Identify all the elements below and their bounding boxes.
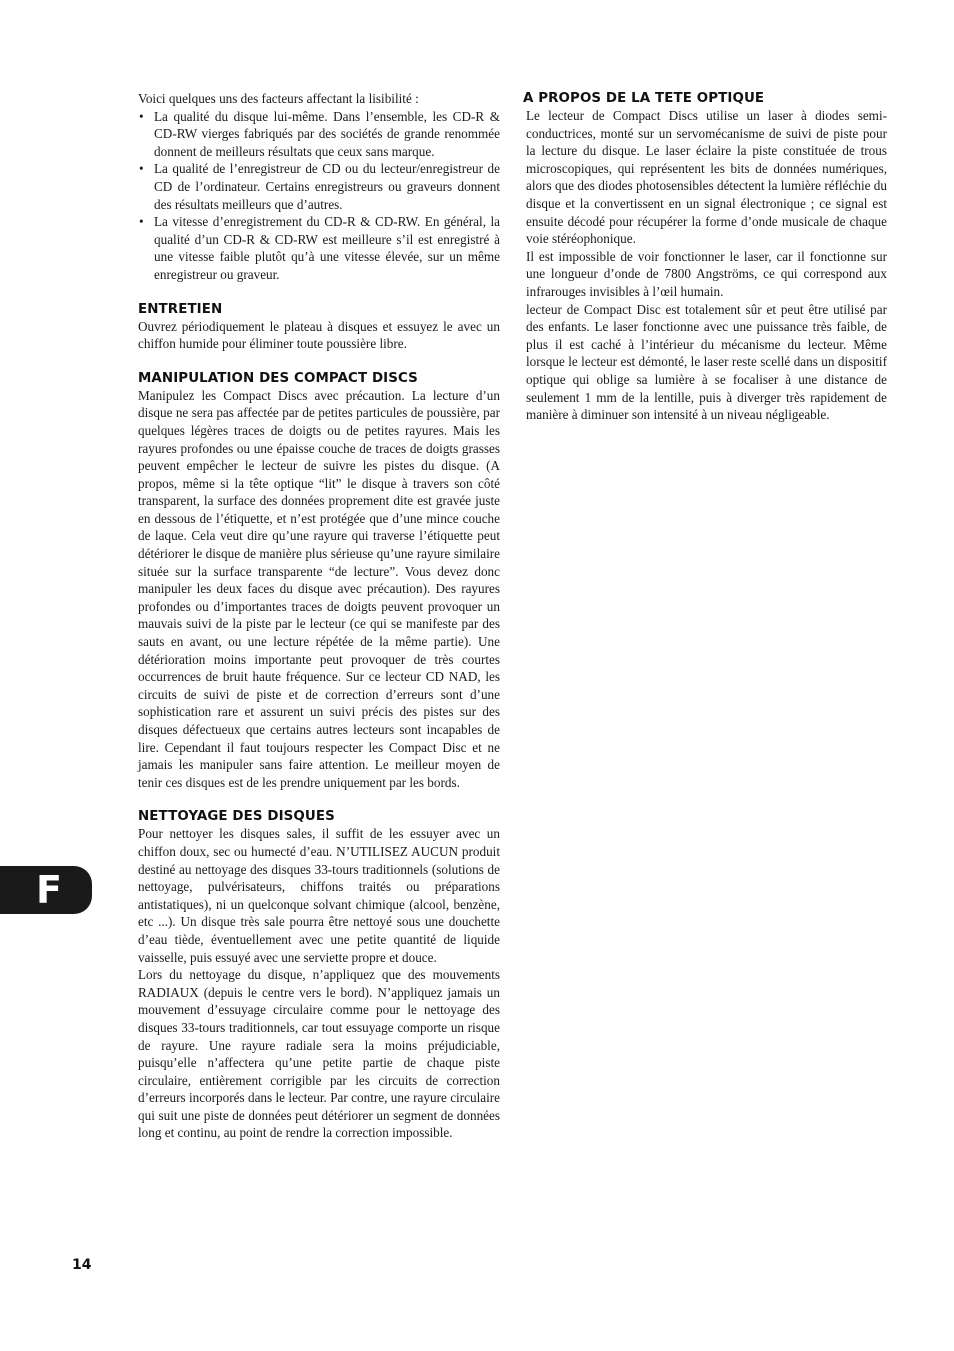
section-paragraph: lecteur de Compact Disc est totalement sûr et peut être utilisé par des enfants. Le laser fonctionne avec une puissance très faible, de plus il est caché à l’intérieur du mécanisme du lecteur. Même lorsque le lecteur est démonté, le laser reste scellé dans un dispositif optique qui oblige sa lumière à se focaliser à une distance de seulement 1 mm de la lentille, puis à diverger très rapidement de manière à diminuer son intensité à un niveau négligeable. bbox=[526, 301, 887, 423]
left-column bbox=[138, 90, 500, 1142]
section-heading-tete-optique: A PROPOS DE LA TETE OPTIQUE bbox=[523, 91, 765, 106]
section-heading-manipulation: MANIPULATION DES COMPACT DISCS bbox=[138, 370, 418, 386]
readability-factors-list bbox=[138, 108, 500, 284]
section-paragraph: Manipulez les Compact Discs avec précaution. La lecture d’un disque ne sera pas affectée par de petites particules de poussière, par quelques légères traces de doigts ou de petites rayures. Mais les rayures profondes ou une épaisse couche de traces de doigts grasses peuvent empêcher le lecteur de suivre les pistes du disque. (A propos, même si la tête optique “lit” le disque à travers son côté transparent, la surface des données proprement dite est gravée juste en dessous de l’étiquette, et n’est protégée que d’une mince couche de laque. Cela veut dire qu’une rayure qui traverse l’étiquette peut détériorer le disque de manière plus sérieuse qu’une rayure similaire située sur la surface transparente “de lecture”. Vous devez donc manipuler les deux faces du disque avec précaution). Des rayures profondes ou d’importantes traces de doigts peuvent provoquer un mauvais suivi de la piste par le lecteur (ce qui se manifeste par des sauts en avant, ou une lecture répétée de la même partie). Une détérioration moins importante peut provoquer de très courtes occurrences de bruit haute fréquence. Sur ce lecteur CD NAD, les circuits de suivi de piste et de correction d’erreurs sont d’une sophistication rare et assurent un suivi précis des pistes sur des disques défectueux que certains autres lecteurs sont incapables de lire. Cependant il faut toujours respecter les Compact Disc et ne jamais les manipuler sans faire attention. Le meilleur moyen de tenir ces disques est de les prendre uniquement par les bords. bbox=[138, 387, 500, 790]
section-paragraph: Il est impossible de voir fonctionner le laser, car il fonctionne sur une longueur d’onde de 7800 Angströms, ce qui correspond aux infrarouges invisibles à l’œil humain. bbox=[526, 248, 887, 299]
section-heading-entretien: ENTRETIEN bbox=[138, 301, 223, 317]
section-paragraph: Le lecteur de Compact Discs utilise un laser à diodes semi-conductrices, monté sur un servomécanisme de suivi de piste pour la lecture du disque. Le laser éclaire la piste constituée de trous microscopiques, qui représentent les bits de données numériques, alors que des diodes photosensibles détectent la lumière réfléchie du disque et la convertissent en un signal électronique ; ce signal est ensuite décodé pour récupérer la forme d’onde musicale de chaque voie stéréophonique. bbox=[526, 108, 887, 247]
list-item: • La vitesse d’enregistrement du CD-R & CD-RW. En général, la qualité d’un CD-R & CD-RW est meilleure s’il est enregistré à une vitesse faible plutôt qu’à une vitesse élevée, sur un même enregistreur ou graveur. bbox=[138, 213, 500, 283]
section-paragraph: Pour nettoyer les disques sales, il suffit de les essuyer avec un chiffon doux, sec ou humecté d’eau. N’UTILISEZ AUCUN produit destiné au nettoyage des disques 33-tours traditionnels (solutions de nettoyage, pulvérisateurs, chiffons traités ou préparations antistatiques), ni un quelconque solvant chimique (alcool, benzène, etc ...). Un disque très sale pourra être nettoyé sous une douchette d’eau tiède, éventuellement avec une petite quantité de liquide vaisselle, puis essuyé avec une serviette propre et douce. bbox=[138, 826, 500, 965]
right-column bbox=[523, 90, 887, 424]
page-number: 14 bbox=[72, 1257, 92, 1273]
language-tab bbox=[0, 866, 92, 914]
section-paragraph: Ouvrez périodiquement le plateau à disques et essuyez le avec un chiffon humide pour éliminer toute poussière libre. bbox=[138, 318, 500, 352]
intro-text: Voici quelques uns des facteurs affectant la lisibilité : bbox=[138, 91, 419, 106]
section-heading-nettoyage: NETTOYAGE DES DISQUES bbox=[138, 809, 335, 825]
list-item: • La qualité de l’enregistreur de CD ou du lecteur/enregistreur de CD de l’ordinateur. Certains enregistreurs ou graveurs donnent des résultats meilleurs que d’autres. bbox=[138, 160, 500, 213]
section-paragraph: Lors du nettoyage du disque, n’appliquez que des mouvements RADIAUX (depuis le centre vers le bord). N’appliquez jamais un mouvement d’essuyage circulaire comme pour le nettoyage des disques 33-tours traditionnels, car tout essuyage comporte un risque de rayure. Une rayure radiale sera la moins préjudiciable, puisqu’elle n’affectera qu’une petite partie de chaque piste circulaire, entièrement corrigible par les circuits de correction d’erreurs incorporés dans le lecteur. Par contre, une rayure circulaire qui suit une piste de données peut détériorer un segment de données long et continu, au point de rendre la correction impossible. bbox=[138, 967, 500, 1141]
language-letter: F bbox=[36, 868, 62, 912]
list-item: • La qualité du disque lui-même. Dans l’ensemble, les CD-R & CD-RW vierges fabriqués par des sociétés de grande renommée donnent de meilleurs résultats que ceux sans marque. bbox=[138, 108, 500, 161]
